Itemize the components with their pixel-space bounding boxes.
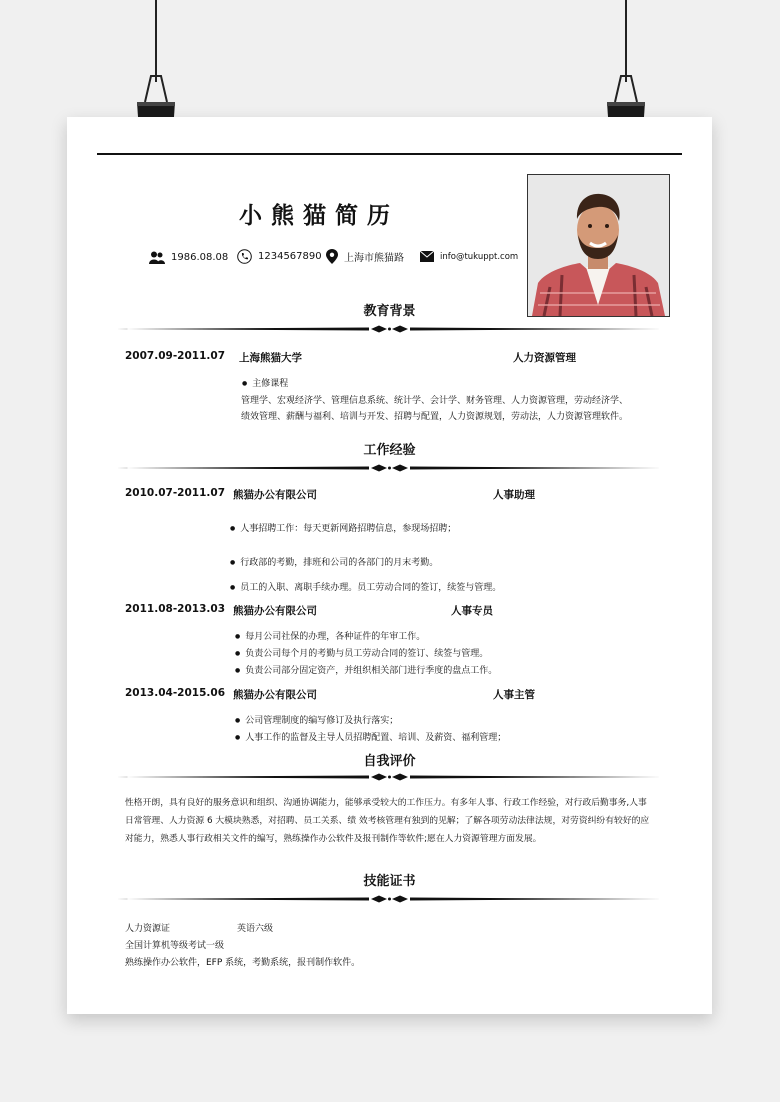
email-text: info@tukuppt.com [440,251,519,262]
job-3-position: 人事主管 [493,689,535,701]
education-title: 教育背景 [363,304,416,319]
header-rule [97,153,682,155]
job-1-company: 熊猫办公有限公司 [233,489,317,501]
job-2-duty-1: ● 每月公司社保的办理，各种证件的年审工作。 [235,629,425,642]
courses-line-1: 管理学、宏观经济学、管理信息系统、统计学、会计学、财务管理、人力资源管理，劳动经济学、 [241,396,629,406]
education-major: 人力资源管理 [513,352,576,364]
hanging-wire-right [625,0,627,82]
job-1-duty-2: ● 行政部的考勤，排班和公司的各部门的月末考勤。 [230,555,438,568]
phone-number: 1234567890 [258,251,322,262]
email-item [420,251,518,262]
courses-label: ● 主修课程 [242,376,288,389]
skills-title: 技能证书 [363,874,416,889]
job-1-duty-1: ● 人事招聘工作：每天更新网路招聘信息，参现场招聘； [230,521,456,534]
self-eval-title: 自我评价 [363,754,416,769]
profile-photo-image [528,175,669,316]
work-title: 工作经验 [363,443,416,458]
cert-2: 英语六级 [237,924,274,934]
job-1-period: 2010.07-2011.07 [125,487,226,499]
job-1-position: 人事助理 [493,489,535,501]
skills-divider [117,895,662,903]
self-eval-line-2: 日常管理、人力资源 6 大模块熟悉，对招聘、员工关系、绩 效考核管理有独到的见解；了解各项劳动法律法规，对劳资纠纷有较好的应 [125,816,650,826]
work-divider [117,464,662,472]
cert-1: 人力资源证 [125,924,171,934]
job-3-period: 2013.04-2015.06 [125,687,226,699]
education-divider [117,325,662,333]
job-2-period: 2011.08-2013.03 [125,603,226,615]
birth-item [149,251,228,264]
resume-name: 小熊猫简历 [239,203,399,229]
job-2-company: 熊猫办公有限公司 [233,605,317,617]
software-skills: 熟练操作办公软件，EFP 系统，考勤系统，报刊制作软件。 [125,958,361,968]
phone-icon [237,249,252,264]
location-item [326,249,404,264]
job-1-duty-3: ● 员工的入职、离职手续办理。员工劳动合同的签订，续签与管理。 [230,580,501,593]
job-3-duty-2: ● 人事工作的监督及主导人员招聘配置、培训、及薪资、福利管理； [235,730,506,743]
location-pin-icon [326,249,338,264]
phone-item [237,249,322,264]
self-eval-line-1: 性格开朗，具有良好的服务意识和组织、沟通协调能力，能够承受较大的工作压力。有多年人事、行政工作经验，对行政后勤事务,人事 [125,798,647,808]
birth-date: 1986.08.08 [171,252,229,263]
job-3-duty-1: ● 公司管理制度的编写修订及执行落实； [235,713,398,726]
cert-3: 全国计算机等级考试一级 [125,941,225,951]
resume-paper [67,117,712,1014]
education-school: 上海熊猫大学 [239,352,302,364]
courses-line-2: 绩效管理、薪酬与福利、培训与开发、招聘与配置，人力资源规划，劳动法，人力资源管理软件。 [241,412,629,422]
job-3-company: 熊猫办公有限公司 [233,689,317,701]
job-2-position: 人事专员 [451,605,493,617]
education-period: 2007.09-2011.07 [125,350,226,362]
location-text: 上海市熊猫路 [344,253,404,264]
self-eval-divider [117,773,662,781]
job-2-duty-2: ● 负责公司每个月的考勤与员工劳动合同的签订、续签与管理。 [235,646,488,659]
job-2-duty-3: ● 负责公司部分固定资产，并组织相关部门进行季度的盘点工作。 [235,663,497,676]
user-icon [149,251,165,264]
profile-photo [527,174,670,317]
hanging-wire-left [155,0,157,82]
mail-icon [420,251,434,262]
self-eval-line-3: 对能力，熟悉人事行政相关文件的编写，熟练操作办公软件及报刊制作等软件;愿在人力资源管理方面发展。 [125,834,542,844]
